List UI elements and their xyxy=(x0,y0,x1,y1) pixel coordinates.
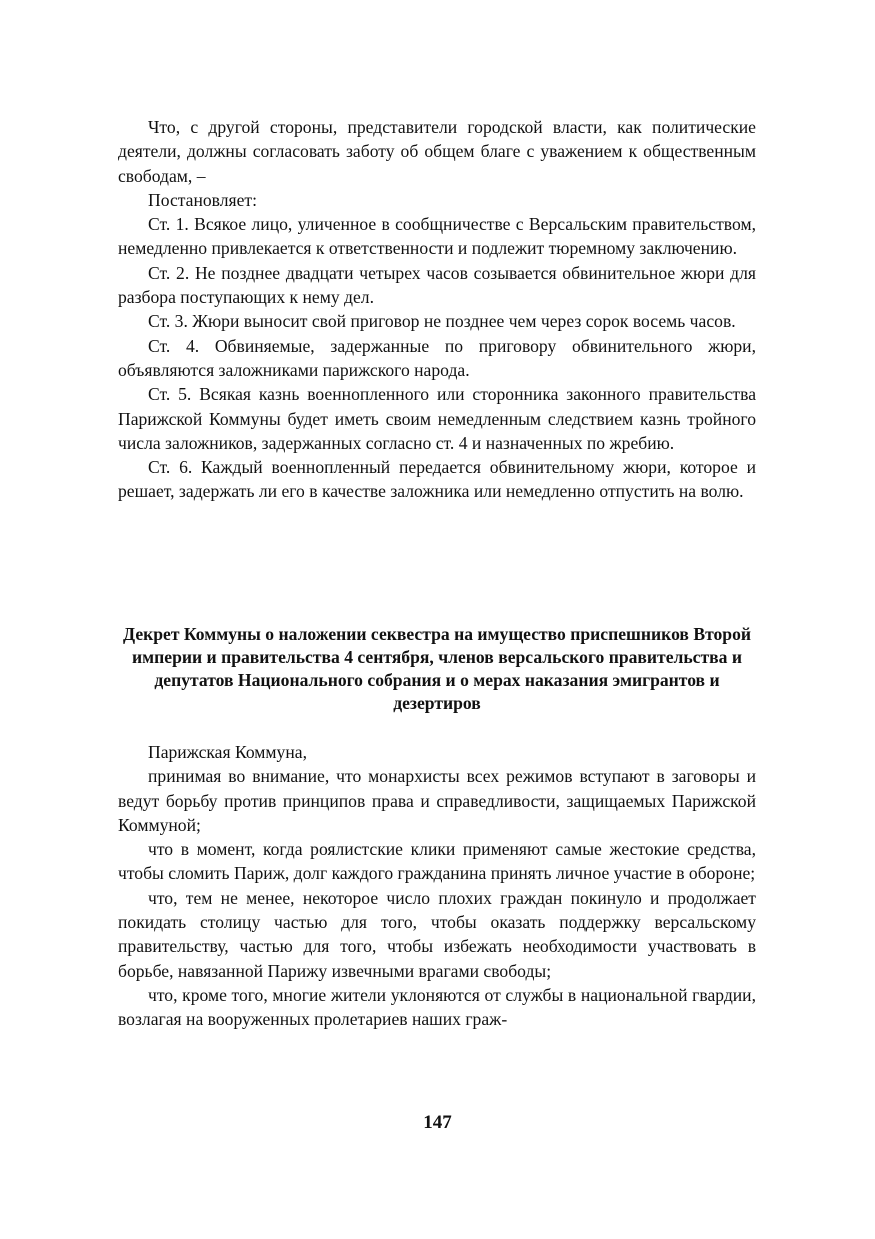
paragraph-article-2: Ст. 2. Не позднее двадцати четырех часов созывается обвинительное жюри для разбора поступающих к нему дел. xyxy=(118,262,756,308)
paragraph-article-4: Ст. 4. Обвиняемые, задержанные по приговору обвинительного жюри, объявляются заложниками парижского народа. xyxy=(118,335,756,380)
section-heading: Декрет Коммуны о наложении секвестра на имущество приспешников Второй империи и правительства 4 сентября, членов версальского правительства и депутатов Национального собрания и о мерах наказания эмигрантов и дезертиров xyxy=(123,624,751,713)
paragraph-considering-monarchists: принимая во внимание, что монархисты всех режимов вступают в заговоры и ведут борьбу против принципов права и справедливости, защищаемых Парижской Коммуной; xyxy=(118,766,756,835)
paragraph-preamble: Что, с другой стороны, представители городской власти, как политические деятели, должны согласовать заботу об общем благе с уважением к общественным свободам, – xyxy=(118,117,756,186)
paragraph-article-3: Ст. 3. Жюри выносит свой приговор не позднее чем через сорок восемь часов. xyxy=(148,311,736,332)
paragraph-commune: Парижская Коммуна, xyxy=(148,742,307,762)
page-number: 147 xyxy=(423,1112,452,1133)
decree-text-top xyxy=(118,115,756,504)
paragraph-considering-duty: что в момент, когда роялистские клики применяют самые жестокие средства, чтобы сломить Париж, долг каждого гражданина принять личное участие в обороне; xyxy=(118,839,756,884)
paragraph-article-6: Ст. 6. Каждый военнопленный передается обвинительному жюри, которое и решает, задержать ли его в качестве заложника или немедленно отпустить на волю. xyxy=(118,457,756,502)
paragraph-article-5: Ст. 5. Всякая казнь военнопленного или сторонника законного правительства Парижской Коммуны будет иметь своим немедленным следствием казнь тройного числа заложников, задержанных согласно ст. 4 и назначенных по жребию. xyxy=(118,384,756,453)
paragraph-article-1: Ст. 1. Всякое лицо, уличенное в сообщничестве с Версальским правительством, немедленно привлекается к ответственности и подлежит тюремному заключению. xyxy=(118,214,756,259)
decree-text-bottom xyxy=(118,740,756,1032)
paragraph-resolves: Постановляет: xyxy=(148,189,258,210)
paragraph-considering-bad-citizens: что, тем не менее, некоторое число плохих граждан покинуло и продолжает покидать столицу частью для того, чтобы оказать поддержку версальскому правительству, частью для того, чтобы избежать необходимости участвовать в борьбе, навязанной Парижу извечными врагами свободы; xyxy=(118,887,756,981)
paragraph-considering-national-guard: что, кроме того, многие жители уклоняются от службы в национальной гвардии, возлагая на вооруженных пролетариев наших граж- xyxy=(118,984,756,1030)
